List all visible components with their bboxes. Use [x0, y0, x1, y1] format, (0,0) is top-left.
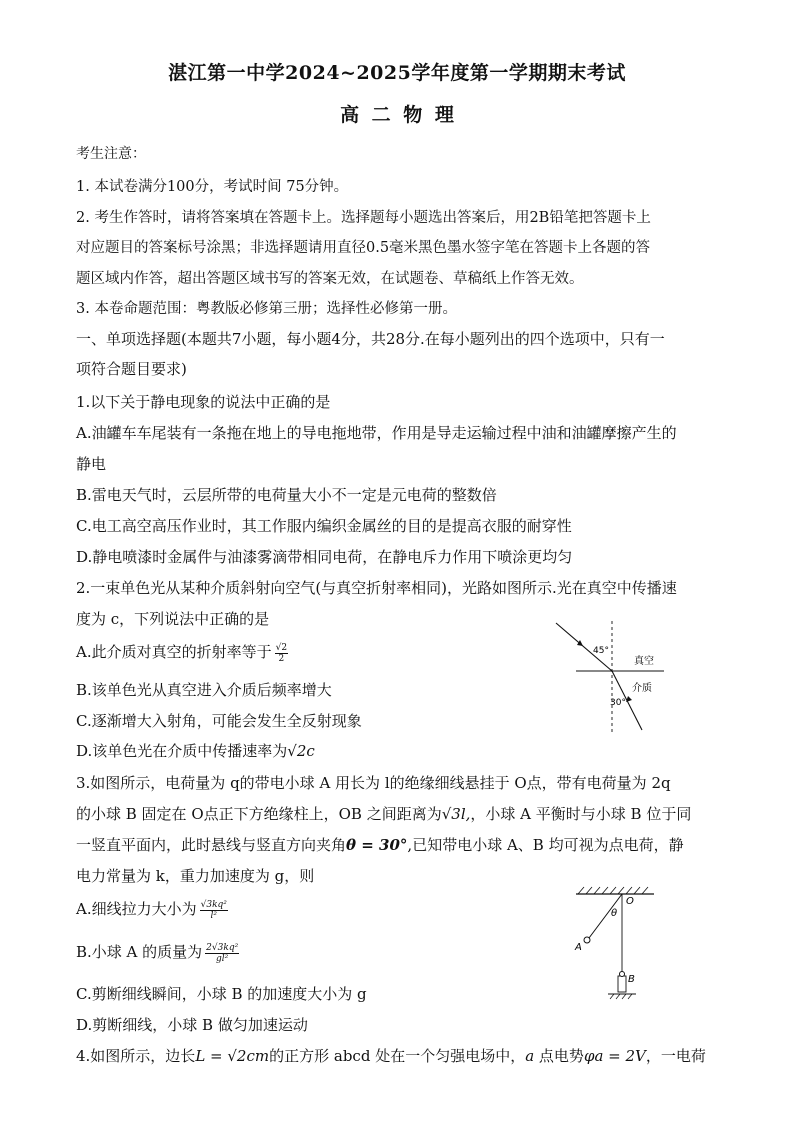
- ball-a: [584, 937, 590, 943]
- notice-item-2c: 题区域内作答，超出答题区域书写的答案无效，在试题卷、草稿纸上作答无效。: [76, 271, 584, 287]
- q1-option-a-1: A.油罐车车尾装有一条拖在地上的导电拖地带，作用是导走运输过程中油和油罐摩擦产生的: [76, 424, 677, 442]
- q2-option-d: [76, 740, 315, 761]
- section-heading-1: 一、单项选择题(本题共7小题，每小题4分，共28分.在每小题列出的四个选项中，只有一: [76, 330, 665, 348]
- q2-stem-1: 2.一束单色光从某种介质斜射向空气(与真空折射率相同)，光路如图所示.光在真空中传播速: [76, 579, 677, 597]
- q4-stem-d: 点电势: [534, 1047, 584, 1065]
- q4-stem-b: 的正方形 abcd 处在一个匀强电场中，: [269, 1047, 526, 1065]
- q3-theta-expr: θ = 30°: [346, 836, 408, 854]
- label-vacuum: 真空: [634, 656, 654, 667]
- notice-item-3: 3. 本卷命题范围：粤教版必修第三册；选择性必修第一册。: [76, 301, 457, 317]
- q2-option-a: [76, 641, 291, 664]
- q3-option-c: C.剪断细线瞬间，小球 B 的加速度大小为 g: [76, 985, 367, 1003]
- q3-stem-2: [76, 803, 691, 824]
- label-b: B: [628, 974, 635, 985]
- exam-title: 湛江第一中学2024~2025学年度第一学期期末考试: [168, 62, 626, 84]
- q4-stem: [76, 1045, 706, 1066]
- q3-option-a-text: A.细线拉力大小为: [76, 900, 197, 918]
- q4-side-length: L = √2cm: [195, 1047, 270, 1065]
- q1-option-b: B.雷电天气时，云层所带的电荷量大小不一定是元电荷的整数倍: [76, 486, 497, 504]
- ground-hatch: [610, 994, 632, 999]
- q2-option-d-text: D.该单色光在介质中传播速率为: [76, 742, 288, 760]
- q3-stem-3: [76, 834, 684, 855]
- incident-arrow: [577, 640, 583, 646]
- q3-stem-3-b: ,已知带电小球 A、B 均可视为点电荷，静: [407, 836, 684, 854]
- notice-heading: 考生注意：: [76, 146, 146, 162]
- notice-item-1: 1. 本试卷满分100分，考试时间 75分钟。: [76, 179, 349, 195]
- q3-option-d: D.剪断细线，小球 B 做匀加速运动: [76, 1016, 308, 1034]
- exam-subtitle: 高 二 物 理: [340, 104, 454, 126]
- q4-potential: φa = 2V: [583, 1047, 646, 1065]
- notice-item-2a: 2. 考生作答时，请将答案填在答题卡上。选择题每小题选出答案后，用2B铅笔把答题卡上: [76, 210, 651, 226]
- q4-stem-e: ，一电荷: [645, 1047, 706, 1065]
- section-heading-2: 项符合题目要求): [76, 360, 187, 378]
- q3-option-b-text: B.小球 A 的质量为: [76, 943, 203, 961]
- q3-stem-2-a: 的小球 B 固定在 O点正下方绝缘柱上，OB 之间距离为: [76, 805, 442, 823]
- q3-option-b-fraction: $\frac{\text{2√3kq²}}{\text{gl²}}$: [206, 942, 239, 964]
- q3-option-a: [76, 898, 231, 921]
- q2-option-b: B.该单色光从真空进入介质后频率增大: [76, 681, 332, 699]
- q3-stem-3-a: 一竖直平面内，此时悬线与竖直方向夹角: [76, 836, 347, 854]
- q1-option-c: C.电工高空高压作业时，其工作服内编织金属丝的目的是提高衣服的耐穿性: [76, 517, 572, 535]
- angle-label-top: 45°: [593, 646, 609, 656]
- q3-option-b: [76, 941, 242, 964]
- insulating-post: [618, 976, 626, 992]
- q3-ob-distance: √3l,: [441, 805, 471, 823]
- label-medium: 介质: [632, 683, 652, 694]
- q3-stem-1: 3.如图所示，电荷量为 q的带电小球 A 用长为 l的绝缘细线悬挂于 O点，带有电荷量为 2q: [76, 774, 671, 792]
- q2-option-a-fraction: $\frac{√2}{2}$: [275, 642, 288, 664]
- refracted-arrow: [626, 696, 632, 702]
- notice-item-2b: 对应题目的答案标号涂黑；非选择题请用直径0.5毫米黑色墨水签字笔在答题卡上各题的答: [76, 240, 651, 256]
- q2-refraction-figure: [548, 615, 678, 740]
- q3-stem-4: 电力常量为 k，重力加速度为 g，则: [76, 867, 315, 885]
- q4-point-a: a: [525, 1047, 535, 1065]
- q1-stem: 1.以下关于静电现象的说法中正确的是: [76, 393, 331, 411]
- angle-label-bottom: 30°: [610, 698, 626, 708]
- q3-stem-2-b: ，小球 A 平衡时与小球 B 位于同: [470, 805, 692, 823]
- q2-option-c: C.逐渐增大入射角，可能会发生全反射现象: [76, 712, 362, 730]
- q2-stem-2: 度为 c，下列说法中正确的是: [76, 610, 270, 628]
- q3-option-a-fraction: $\frac{\text{√3kq²}}{\text{l²}}$: [200, 899, 227, 921]
- q4-stem-a: 4.如图所示，边长: [76, 1047, 196, 1065]
- q1-option-d: D.静电喷漆时金属件与油漆雾滴带相同电荷，在静电斥力作用下喷涂更均匀: [76, 548, 573, 566]
- q3-pendulum-figure: [568, 882, 658, 1004]
- ball-b: [620, 972, 625, 977]
- label-theta: θ: [611, 908, 618, 919]
- label-a: A: [575, 942, 582, 953]
- q2-option-a-text: A.此介质对真空的折射率等于: [76, 643, 272, 661]
- q1-option-a-2: 静电: [76, 455, 107, 473]
- ceiling-hatch: [578, 887, 648, 894]
- label-o: O: [626, 896, 634, 907]
- q2-option-d-expr: √2c: [287, 742, 315, 760]
